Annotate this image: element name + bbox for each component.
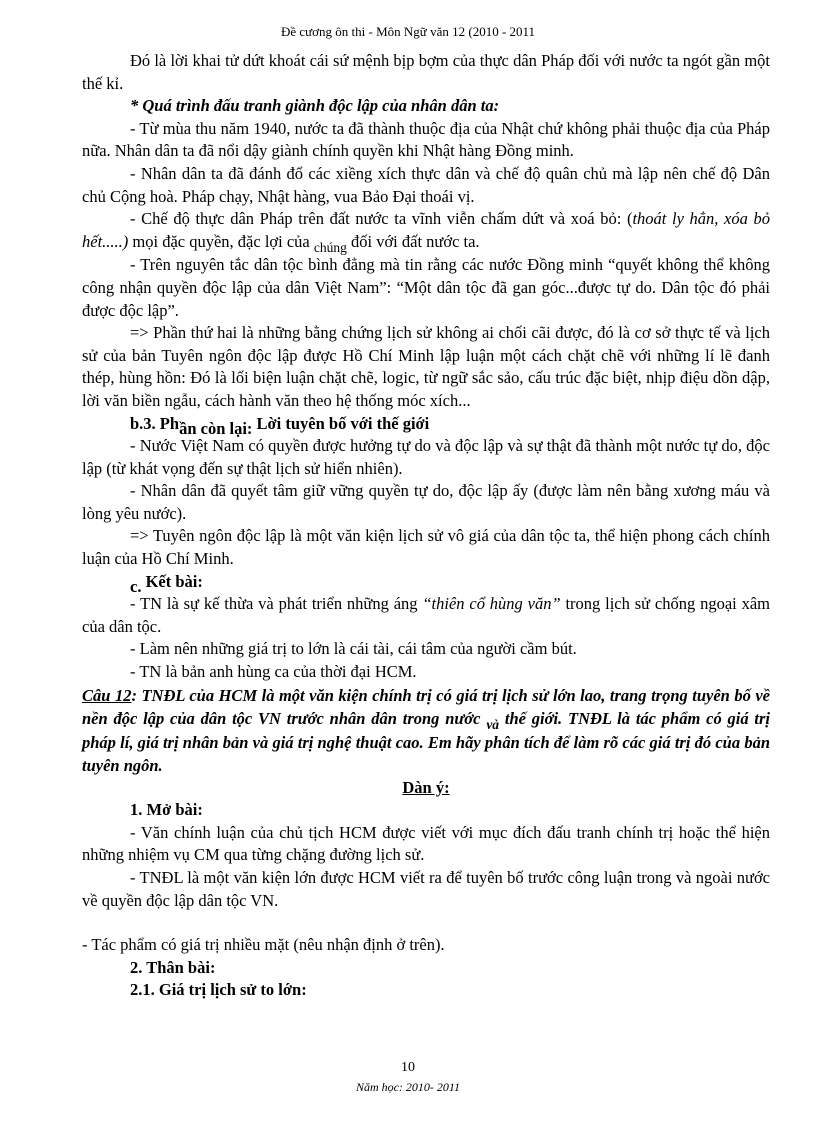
text-run: mọi đặc quyền, đặc lợi của <box>128 231 310 251</box>
paragraph <box>82 208 770 254</box>
section-heading: 2. Thân bài: <box>130 957 216 977</box>
document-body <box>82 50 770 1002</box>
subscript-text: ần còn lại: <box>179 418 253 438</box>
paragraph: - Văn chính luận của chủ tịch HCM được viết với mục đích đấu tranh chính trị hoặc thể hiện những nhiệm vụ CM qua từng chặng đường lịch sử. <box>82 822 770 865</box>
paragraph <box>82 593 770 638</box>
page-number: 10 <box>401 1060 415 1075</box>
text-run: đối với đất nước ta. <box>346 231 480 251</box>
paragraph: => Phần thứ hai là những bằng chứng lịch sử không ai chối cãi được, đó là cơ sở thực tế và lịch sử của bản Tuyên ngôn độc lập được Hồ Chí Minh lập luận một cách chặt chẽ với những lí lẽ đanh thép, hùng hồn: Đó là lối biện luận chặt chẽ, logic, từ ngữ sắc sảo, cấu trúc đặc biệt, nhịp điệu dồn dập, lời văn biền ngẫu, cách hành văn theo hệ thống móc xích... <box>82 323 770 410</box>
question-block <box>82 684 770 777</box>
section-heading <box>82 571 770 594</box>
paragraph: - Nhân dân đã quyết tâm giữ vững quyền tự do, độc lập ấy (được làm nên bằng xương máu và lòng yêu nước). <box>82 481 770 523</box>
section-heading: * Quá trình đấu tranh giành độc lập của nhân dân ta: <box>130 96 500 116</box>
page-header: Đề cương ôn thi - Môn Ngữ văn 12 (2010 - 2011 <box>280 24 536 39</box>
paragraph: - TN là bản anh hùng ca của thời đại HCM. <box>130 662 417 682</box>
spacer <box>82 912 770 934</box>
paragraph: - Từ mùa thu năm 1940, nước ta đã thành thuộc địa của Nhật chứ không phải thuộc địa của Pháp nữa. Nhân dân ta đã nổi dậy giành chính quyền khi Nhật hàng Đồng minh. <box>82 118 770 161</box>
text-run: Kết bài: <box>141 571 203 591</box>
italic-text: “thiên cổ hùng văn” <box>422 594 561 614</box>
page-footer: Năm học: 2010- 2011 <box>355 1080 461 1094</box>
text-run: Lời tuyên bố với thế giới <box>252 413 430 433</box>
italic-text: thoát ly hẳn, xóa bỏ hết.....) <box>82 209 770 251</box>
paragraph: => Tuyên ngôn độc lập là một văn kiện lịch sử vô giá của dân tộc ta, thể hiện phong cách chính luận của Hồ Chí Minh. <box>82 526 770 569</box>
section-heading: 2.1. Giá trị lịch sử to lớn: <box>130 980 307 1000</box>
subscript-text: c. <box>130 576 142 596</box>
question-text: : TNĐL của HCM là một văn kiện chính trị có giá trị lịch sử lớn lao, trang trọng tuyên bố về nền độc lập của dân tộc VN trước nhân dân trong nước <box>82 685 771 728</box>
text-run: trong lịch sử chống ngoại xâm của dân tộc. <box>82 594 770 636</box>
text-run: - Chế độ thực dân Pháp trên đất nước ta vĩnh viễn chấm dứt và xoá bỏ: ( <box>130 209 633 229</box>
text-run: - Trên nguyên tắc dân tộc bình đẳng mà tin rằng các nước Đồng minh “quyết không thể không công nhận quyền độc lập của dân Việt Nam”: <box>82 255 770 297</box>
paragraph <box>82 254 770 322</box>
section-heading: 1. Mở bài: <box>130 800 203 820</box>
subscript-text: chúng <box>313 239 347 255</box>
section-heading <box>82 413 770 436</box>
outline-title: Dàn ý: <box>402 777 450 797</box>
paragraph: - Nước Việt Nam có quyền được hưởng tự do và độc lập và sự thật đã thành một nước tự do, độc lập (từ khát vọng đến sự thật lịch sử hiển nhiên). <box>82 436 770 478</box>
text-run: “Một dân tộc đã gan góc...được tự do. Dân tộc đó phải được độc lập”. <box>82 277 770 320</box>
paragraph: Đó là lời khai tử dứt khoát cái sứ mệnh bịp bợm của thực dân Pháp đối với nước ta ngót gần một thế kỉ. <box>82 51 770 93</box>
paragraph: - Nhân dân ta đã đánh đổ các xiềng xích thực dân và chế độ quân chủ mà lập nên chế độ Dân chủ Cộng hoà. Pháp chạy, Nhật hàng, vua Bảo Đại thoái vị. <box>82 163 770 206</box>
question-label: Câu 12 <box>82 685 132 705</box>
paragraph: - TNĐL là một văn kiện lớn được HCM viết ra để tuyên bố trước công luận trong và ngoài nước về quyền độc lập dân tộc VN. <box>82 868 770 910</box>
paragraph: - Làm nên những giá trị to lớn là cái tài, cái tâm của người cầm bút. <box>130 639 577 659</box>
text-run: b.3. Ph <box>130 413 180 433</box>
paragraph: - Tác phẩm có giá trị nhiều mặt (nêu nhận định ở trên). <box>82 935 445 955</box>
subscript-text: và <box>486 716 500 732</box>
question-text: thế giới. TNĐL là tác phẩm có giá trị pháp lí, giá trị nhân bản và giá trị nghệ thuật cao. Em hãy phân tích để làm rõ các giá trị đó của bản tuyên ngôn. <box>82 708 770 775</box>
text-run: - TN là sự kế thừa và phát triển những áng <box>130 594 423 614</box>
